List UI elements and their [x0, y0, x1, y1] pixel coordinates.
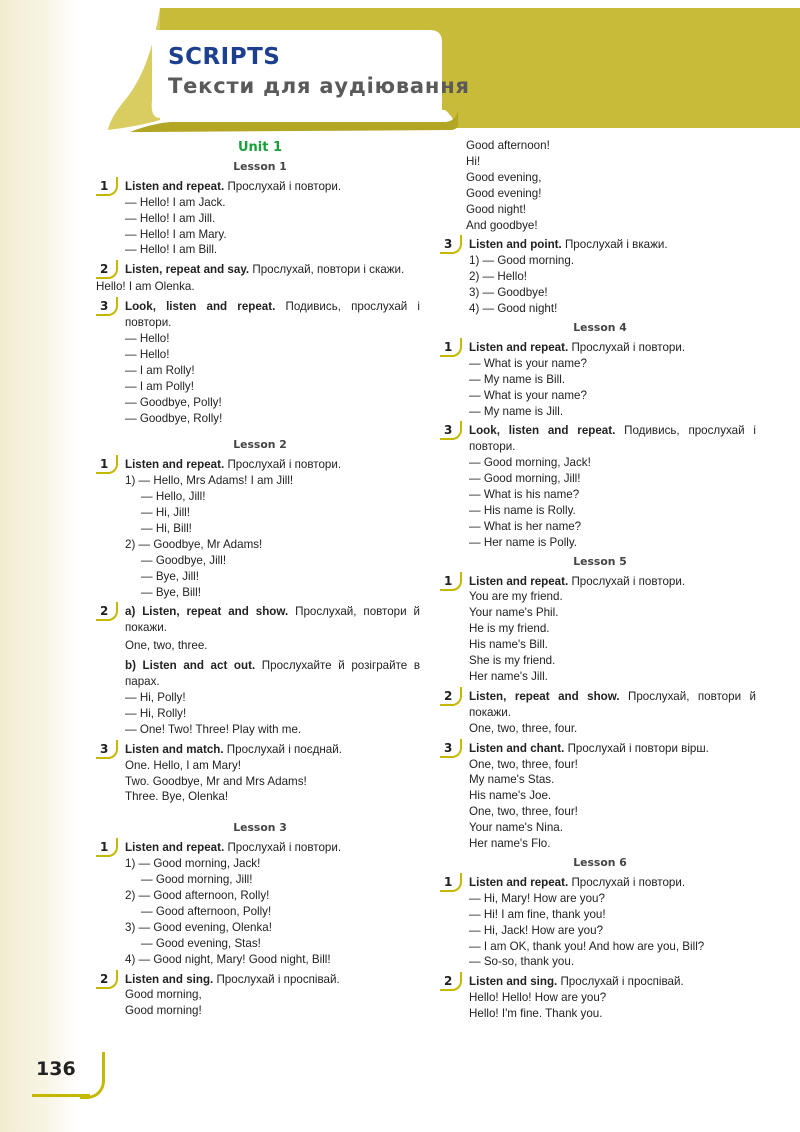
- script-line: — His name is Rolly.: [469, 503, 576, 517]
- exercise-instruction: b) Listen and act out.: [125, 659, 256, 673]
- exercise: [96, 742, 424, 806]
- exercise-instruction: Listen and repeat.: [125, 179, 225, 193]
- script-line: — Hi, Mary! How are you?: [469, 891, 605, 905]
- exercise-instruction-uk: Прослухай і повтори.: [224, 841, 342, 855]
- script-line: 4) — Good night, Mary! Good night, Bill!: [125, 952, 331, 966]
- script-line: One, two, three, four!: [469, 757, 578, 771]
- script-line: Hello! I'm fine. Thank you.: [469, 1007, 603, 1021]
- script-line: — I am Polly!: [125, 379, 194, 393]
- exercise: [96, 604, 424, 737]
- exercise: [440, 237, 760, 317]
- exercise-number: 2: [96, 261, 118, 279]
- exercise-instruction: Look, listen and repeat.: [125, 300, 276, 314]
- script-line: His name's Joe.: [469, 789, 552, 803]
- script-line: 2) — Goodbye, Mr Adams!: [125, 537, 263, 551]
- script-line: — Good evening, Stas!: [141, 936, 261, 950]
- script-line: One, two, three, four!: [469, 805, 578, 819]
- exercise-instruction-uk: Прослухай і повтори.: [568, 875, 686, 889]
- script-line: — Goodbye, Polly!: [125, 395, 222, 409]
- script-line: — What is your name?: [469, 388, 587, 402]
- left-margin-band: [0, 0, 78, 1132]
- script-line: — What is your name?: [469, 356, 587, 370]
- song-continuation: [440, 138, 760, 233]
- exercise: [96, 457, 424, 600]
- script-line: Good morning,: [125, 988, 202, 1002]
- script-line: Hello! I am Olenka.: [96, 280, 195, 294]
- lesson-title: Lesson 3: [233, 821, 287, 835]
- exercise-instruction: Listen and match.: [125, 742, 224, 756]
- exercise-number: 3: [440, 422, 462, 440]
- exercise-instruction: Listen, repeat and show.: [469, 689, 620, 703]
- exercise: [96, 840, 424, 967]
- script-line: — Hi, Jill!: [141, 506, 190, 520]
- exercise-number: 1: [96, 839, 118, 857]
- exercise-instruction: Look, listen and repeat.: [469, 424, 616, 438]
- script-line: — Hi! I am fine, thank you!: [469, 907, 606, 921]
- exercise-instruction-uk: Прослухай і проспівай.: [213, 972, 340, 986]
- exercise-number: 3: [440, 236, 462, 254]
- exercise-instruction: Listen and point.: [469, 238, 562, 252]
- exercise-number: 1: [96, 178, 118, 196]
- script-line: Good night!: [466, 202, 526, 216]
- script-line: 1) — Good morning.: [469, 254, 575, 268]
- script-line: You are my friend.: [469, 590, 563, 604]
- script-line: Your name's Phil.: [469, 606, 559, 620]
- exercise-instruction: Listen and sing.: [469, 975, 558, 989]
- script-line: Good morning!: [125, 1004, 202, 1018]
- script-line: — Hi, Polly!: [125, 691, 186, 704]
- exercise-number: 1: [440, 573, 462, 591]
- exercise-instruction-uk: Прослухай і вкажи.: [561, 238, 668, 252]
- lesson-title: Lesson 1: [233, 159, 287, 173]
- script-line: Good evening,: [466, 170, 542, 184]
- exercise: [96, 972, 424, 1020]
- script-line: — My name is Bill.: [469, 372, 565, 386]
- script-line: One. Hello, I am Mary!: [125, 758, 241, 772]
- exercise-instruction: Listen and repeat.: [469, 875, 569, 889]
- lesson-title: Lesson 2: [233, 438, 287, 452]
- exercise-number: 3: [440, 740, 462, 758]
- exercise-instruction: Listen and repeat.: [469, 574, 569, 588]
- exercise-number: 3: [96, 298, 118, 316]
- exercise-instruction: a) Listen, repeat and show.: [125, 605, 289, 619]
- exercise-number: 1: [440, 874, 462, 892]
- script-line: — Hello!: [125, 331, 170, 345]
- exercise: [440, 423, 760, 550]
- script-line: — My name is Jill.: [469, 404, 564, 418]
- exercise-number: 1: [440, 339, 462, 357]
- exercise-instruction-uk: Прослухай, повтори й покажи.: [469, 689, 756, 719]
- exercise: [440, 875, 760, 970]
- script-line: — Hi, Bill!: [141, 521, 192, 535]
- exercise-instruction-uk: Прослухай і проспівай.: [557, 975, 684, 989]
- page-number-decoration: [80, 1052, 105, 1099]
- script-line: 3) — Goodbye!: [469, 286, 548, 300]
- exercise-instruction: Listen, repeat and say.: [125, 263, 250, 277]
- script-line: — Hello!: [125, 347, 170, 361]
- script-line: — Hello! I am Jack.: [125, 195, 226, 209]
- script-line: Her name's Flo.: [469, 837, 551, 851]
- script-line: — Bye, Bill!: [141, 585, 201, 599]
- exercise: [96, 262, 424, 278]
- lesson-title: Lesson 4: [573, 320, 627, 334]
- left-column: [96, 140, 424, 1019]
- script-line: — I am Rolly!: [125, 363, 195, 377]
- script-line: — What is her name?: [469, 519, 582, 533]
- script-line: She is my friend.: [469, 654, 556, 668]
- unit-title: Unit 1: [237, 140, 283, 155]
- script-line: One, two, three.: [125, 639, 208, 653]
- exercise-number: 2: [96, 971, 118, 989]
- exercise-number: 2: [440, 688, 462, 706]
- script-line: — Hi, Rolly!: [125, 706, 187, 720]
- script-line: — Her name is Polly.: [469, 535, 578, 549]
- script-line: My name's Stas.: [469, 773, 555, 787]
- script-line: 2) — Good afternoon, Rolly!: [125, 888, 270, 902]
- script-line: Her name's Jill.: [469, 670, 548, 683]
- exercise-instruction-uk: Прослухай, повтори і скажи.: [249, 263, 405, 277]
- page-number-underline: [32, 1094, 90, 1097]
- right-column: [440, 138, 760, 1022]
- exercise-instruction-uk: Прослухайте й розіграйте в парах.: [125, 659, 420, 689]
- script-line: 1) — Good morning, Jack!: [125, 857, 261, 871]
- exercise-instruction: Listen and repeat.: [125, 458, 225, 472]
- script-line: Hi!: [466, 154, 481, 168]
- script-line: Hello! Hello! How are you?: [469, 991, 607, 1005]
- page-title: SCRIPTS: [168, 44, 281, 70]
- script-line: — What is his name?: [469, 488, 580, 502]
- script-line: Good afternoon!: [466, 139, 550, 152]
- script-line: — Bye, Jill!: [141, 569, 199, 583]
- script-line: His name's Bill.: [469, 638, 548, 652]
- exercise-instruction-uk: Подивись, прослухай і повтори.: [125, 300, 420, 330]
- exercise-number: 3: [96, 741, 118, 759]
- exercise-number: 1: [96, 456, 118, 474]
- exercise-instruction-uk: Прослухай і повтори.: [224, 458, 342, 472]
- exercise-instruction-uk: Прослухай і поєднай.: [223, 742, 342, 756]
- exercise-instruction-uk: Прослухай і повтори.: [568, 340, 686, 354]
- script-line: — Hello! I am Bill.: [125, 243, 218, 257]
- script-line: — Good afternoon, Polly!: [141, 904, 272, 918]
- exercise-number: 2: [440, 973, 462, 991]
- script-line: Your name's Nina.: [469, 821, 563, 835]
- exercise-instruction: Listen and sing.: [125, 972, 214, 986]
- script-line: Two. Goodbye, Mr and Mrs Adams!: [125, 774, 307, 788]
- exercise-instruction: Listen and repeat.: [125, 841, 225, 855]
- script-line: — Hello! I am Jill.: [125, 211, 216, 225]
- script-line: — Good morning, Jill!: [141, 873, 253, 887]
- exercise: [96, 299, 424, 426]
- exercise: [440, 741, 760, 852]
- exercise: [440, 340, 760, 420]
- script-line: — Good morning, Jack!: [469, 456, 591, 470]
- script-line: And goodbye!: [466, 218, 538, 232]
- script-line: 1) — Hello, Mrs Adams! I am Jill!: [125, 474, 294, 488]
- exercise: [440, 974, 760, 1022]
- script-line: — Hello! I am Mary.: [125, 227, 227, 241]
- exercise: [96, 179, 424, 259]
- script-line: — Goodbye, Rolly!: [125, 411, 223, 425]
- lesson-title: Lesson 5: [573, 554, 627, 568]
- script-line: One, two, three, four.: [469, 721, 578, 735]
- script-line: — Good morning, Jill!: [469, 472, 581, 486]
- script-line: Three. Bye, Olenka!: [125, 790, 229, 804]
- script-line: — Goodbye, Jill!: [141, 553, 227, 567]
- exercise: [440, 689, 760, 737]
- page-subtitle: Тексти для аудіювання: [168, 74, 470, 98]
- exercise-instruction-uk: Прослухай, повтори й покажи.: [125, 605, 420, 635]
- script-line: 2) — Hello!: [469, 270, 527, 284]
- exercise-instruction-uk: Прослухай і повтори.: [568, 574, 686, 588]
- script-line: — Hi, Jack! How are you?: [469, 923, 604, 937]
- script-line: — So-so, thank you.: [469, 955, 575, 969]
- script-line: Good evening!: [466, 186, 542, 200]
- script-line: — I am OK, thank you! And how are you, Bill?: [469, 939, 705, 953]
- exercise-instruction: Listen and repeat.: [469, 340, 569, 354]
- exercise: [440, 574, 760, 685]
- exercise-instruction: Listen and chant.: [469, 741, 565, 755]
- script-line: — Hello, Jill!: [141, 490, 206, 504]
- page-number: 136: [36, 1058, 76, 1080]
- exercise-instruction-uk: Прослухай і повтори вірш.: [564, 741, 709, 755]
- script-line: — One! Two! Three! Play with me.: [125, 722, 302, 736]
- lesson-title: Lesson 6: [573, 855, 627, 869]
- script-line: 3) — Good evening, Olenka!: [125, 920, 272, 934]
- exercise-instruction-uk: Подивись, прослухай і повтори.: [469, 424, 756, 454]
- exercise-number: 2: [96, 603, 118, 621]
- exercise-instruction-uk: Прослухай і повтори.: [224, 179, 342, 193]
- script-line: He is my friend.: [469, 622, 550, 636]
- script-line: 4) — Good night!: [469, 302, 558, 316]
